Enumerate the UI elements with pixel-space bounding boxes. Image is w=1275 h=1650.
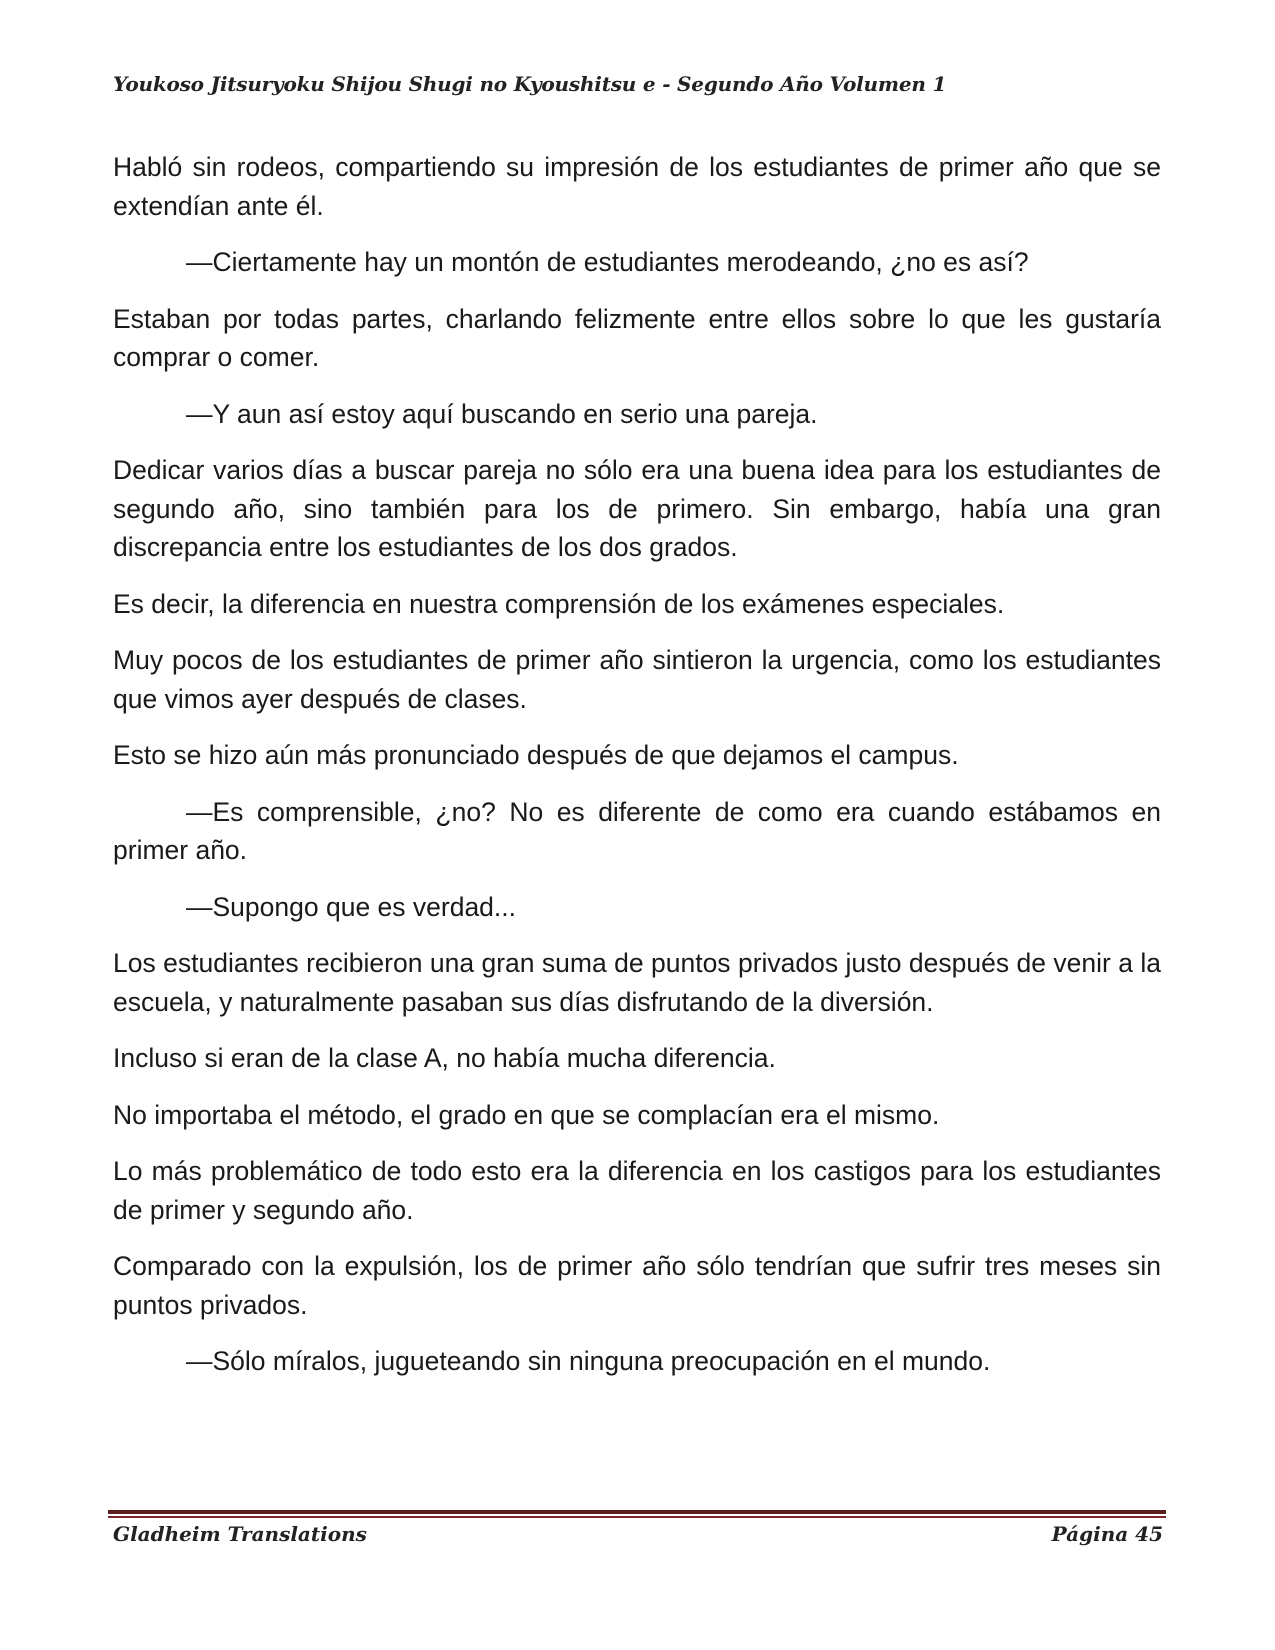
page-header-title: Youkoso Jitsuryoku Shijou Shugi no Kyoushitsu e - Segundo Año Volumen 1	[113, 72, 947, 96]
footer-divider-thick	[108, 1510, 1166, 1514]
narration-paragraph: No importaba el método, el grado en que se complacían era el mismo.	[113, 1099, 940, 1130]
narration-paragraph: Estaban por todas partes, charlando felizmente entre ellos sobre lo que les gustaría comprar o comer.	[113, 303, 1161, 372]
page-number: Página 45	[1051, 1522, 1163, 1546]
narration-paragraph: Habló sin rodeos, compartiendo su impresión de los estudiantes de primer año que se extendían ante él.	[113, 152, 1161, 221]
narration-paragraph: Dedicar varios días a buscar pareja no sólo era una buena idea para los estudiantes de segundo año, sino también para los de primero. Sin embargo, había una gran discrepancia entre los estudiantes de los dos grados.	[113, 455, 1161, 562]
page-footer	[113, 1522, 1163, 1546]
dialogue-paragraph: —Sólo míralos, jugueteando sin ninguna preocupación en el mundo.	[186, 1346, 991, 1376]
narration-paragraph: Lo más problemático de todo esto era la diferencia en los castigos para los estudiantes de primer y segundo año.	[113, 1156, 1161, 1225]
dialogue-paragraph: —Y aun así estoy aquí buscando en serio una pareja.	[186, 398, 818, 429]
narration-paragraph: Comparado con la expulsión, los de primer año sólo tendrían que sufrir tres meses sin puntos privados.	[113, 1251, 1161, 1320]
narration-paragraph: Muy pocos de los estudiantes de primer año sintieron la urgencia, como los estudiantes que vimos ayer después de clases.	[113, 645, 1161, 714]
dialogue-paragraph: —Es comprensible, ¿no? No es diferente de como era cuando estábamos en primer año.	[113, 796, 1161, 865]
body-text	[113, 148, 1161, 1399]
narration-paragraph: Es decir, la diferencia en nuestra comprensión de los exámenes especiales.	[113, 588, 1005, 619]
dialogue-paragraph: —Supongo que es verdad...	[186, 891, 517, 922]
footer-divider	[108, 1510, 1166, 1518]
narration-paragraph: Esto se hizo aún más pronunciado después de que dejamos el campus.	[113, 740, 959, 770]
footer-credit: Gladheim Translations	[113, 1522, 367, 1546]
narration-paragraph: Los estudiantes recibieron una gran suma de puntos privados justo después de venir a la escuela, y naturalmente pasaban sus días disfrutando de la diversión.	[113, 948, 1161, 1017]
narration-paragraph: Incluso si eran de la clase A, no había mucha diferencia.	[113, 1043, 776, 1073]
footer-divider-thin	[108, 1516, 1166, 1518]
dialogue-paragraph: —Ciertamente hay un montón de estudiantes merodeando, ¿no es así?	[186, 247, 1029, 277]
